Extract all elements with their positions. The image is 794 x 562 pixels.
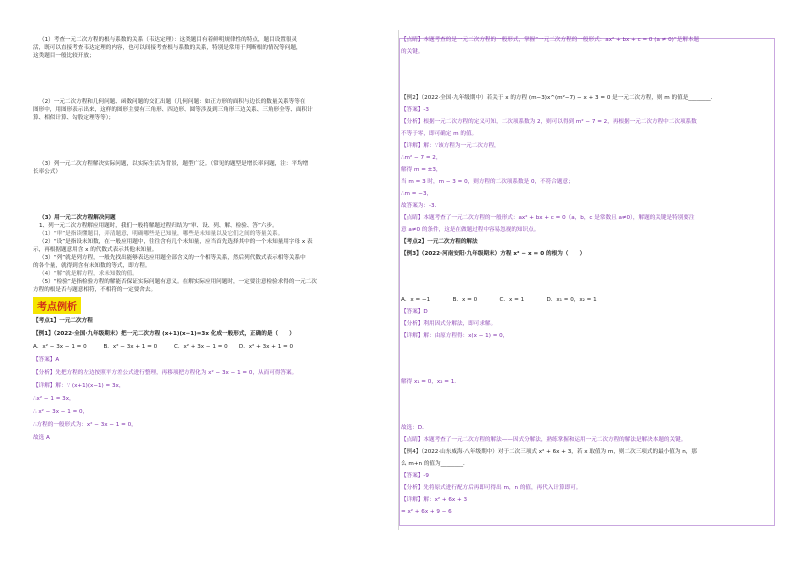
text-line: （3）列一元二次方程解决实际问题，以实际生活为背景，题型广泛。（常见的题型是增长率问题，注：平均增 bbox=[39, 161, 309, 167]
example-line: 【分析】先把方程的左边按照平方差公式进行整理，再移项把方程化为 x² − 3x − 1 = 0，从而可得答案。 bbox=[33, 370, 298, 376]
text-line: 图形中，用图形表示出来，这样的图形主要有三角形、四边形、圆等涉及到三角形三边关系、三角形全等、面积计 bbox=[33, 107, 313, 113]
text-line: （4）“解”就是解方程，求未知数的值。 bbox=[39, 271, 138, 277]
text-line: 的关键。 bbox=[401, 49, 424, 55]
text-line: 【例3】（2022·河南安阳·九年级期末）方程 x² − x = 0 的根为（ ） bbox=[401, 251, 586, 257]
text-line: 【点睛】本题考查的是一元二次方程的一般形式，掌握“一元二次方程的一般形式：ax² + bx + c = 0 (a ≠ 0)”是解本题 bbox=[401, 37, 700, 43]
text-line: （3）“列”就是列方程，一般先找出能够表达应用题全部含义的一个相等关系，然后列代数式表示相等关系中 bbox=[39, 255, 306, 261]
text-line bbox=[401, 274, 771, 280]
text-line: 1、列一元二次方程解应用题时，我们一般将解题过程归结为“审、设、列、解、检验、答”六步。 bbox=[39, 223, 278, 229]
text-line: 意 a≠0 的条件，这是在做题过程中容易忽视的知识点。 bbox=[401, 227, 540, 233]
text-line: 【分析】利用因式分解法，即可求解。 bbox=[401, 321, 497, 327]
text-line bbox=[401, 72, 771, 78]
example-line: 【详解】解：∵ (x+1)(x−1) = 3x， bbox=[33, 383, 125, 389]
text-line: 故选：D． bbox=[401, 425, 428, 431]
left-column bbox=[33, 36, 396, 447]
text-line: 【答案】D bbox=[401, 309, 428, 315]
text-line bbox=[33, 76, 396, 82]
example-line: ∴ x² − 3x − 1 = 0， bbox=[33, 409, 89, 415]
text-line: 【例2】（2022·全国·九年级期中）若关于 x 的方程 (m−3)x^(m²−7) − x + 3 = 0 是一元二次方程，则 m 的值是________． bbox=[401, 95, 717, 101]
text-line: 么 m+n 的值为________． bbox=[401, 461, 469, 467]
text-line: = x² + 6x + 9 − 6 bbox=[401, 509, 452, 515]
text-line: 的各个量，就得到含有未知数的等式，即方程。 bbox=[33, 263, 151, 269]
example-line: 【例1】（2022·全国·九年级期末）把一元二次方程 (x+1)(x−1)=3x 化成一般形式，正确的是（ ） bbox=[33, 331, 295, 337]
text-line bbox=[401, 402, 771, 408]
example-line: ∴x² − 1 = 3x， bbox=[33, 396, 75, 402]
example-line: ∴方程的一般形式为：x² − 3x − 1 = 0， bbox=[33, 422, 137, 428]
text-line: 活，既可以直接考查韦达定理的内容，也可以间接考查根与系数的关系，特别是常用于判断根的情况等问题， bbox=[33, 45, 302, 51]
text-line: 算、相似计算、勾股定理等等）； bbox=[33, 115, 115, 121]
text-line bbox=[401, 356, 771, 362]
text-line: ∴m² − 7 = 2， bbox=[401, 155, 442, 161]
example-line: A．x² − 3x − 1 = 0 B．x² − 3x + 1 = 0 C．x² + 3x − 1 = 0 D．x² + 3x + 1 = 0 bbox=[33, 344, 294, 350]
text-line: （5）“检验”是指检验方程的解能否保证实际问题有意义。在解实际应用问题时，一定要注意检验求得的一元二次 bbox=[39, 279, 317, 285]
text-line: （3）用一元二次方程解决问题 bbox=[39, 215, 116, 221]
text-line: 这类题目一般比较开放； bbox=[33, 53, 95, 59]
text-line: 【例4】（2022·山东威海·八年级期中）对于二次三项式 x² + 6x + 3，若 x 取值为 m，则二次三项式的最小值为 n，那 bbox=[401, 449, 697, 455]
text-line: （1）考查一元二次方程的根与系数的关系（韦达定理）：这类题目有着鲜明规律性的特点，题目设置很灵 bbox=[39, 37, 298, 43]
text-line bbox=[33, 192, 396, 198]
text-line: 解得 m = ±3， bbox=[401, 167, 442, 173]
text-line: （2）一元二次方程和几何问题、函数问题的交汇出题（几何问题：如正方形的面积与边长的数量关系等等在 bbox=[39, 99, 306, 105]
right-column bbox=[401, 36, 771, 520]
section-banner: 考点例析 bbox=[33, 297, 81, 314]
text-line: 方程的根是否与题意相符，不相符的一定要舍去。 bbox=[33, 287, 157, 293]
text-line: 故答案为：-3． bbox=[401, 203, 441, 209]
text-line: 【答案】-9 bbox=[401, 473, 429, 479]
text-line: 【考点2】一元二次方程的解法 bbox=[401, 239, 478, 245]
text-line: 示，再根据题意用含 x 的代数式表示其他未知量。 bbox=[33, 247, 158, 253]
example-line: 【考点1】一元二次方程 bbox=[33, 318, 93, 324]
text-line: A．x = −1 B．x = 0 C．x = 1 D．x₁ = 0，x₂ = 1 bbox=[401, 297, 597, 303]
text-line: 【点睛】本题考查了一元二次方程的解法——因式分解法，熟练掌握和运用一元二次方程的解法是解决本题的关键。 bbox=[401, 437, 687, 443]
text-line: 【分析】先将原式进行配方后再即可得出 m，n 的值，再代入计算即可。 bbox=[401, 485, 582, 491]
text-line: ∴m = −3， bbox=[401, 191, 433, 197]
text-line: 【点睛】本题考查了一元二次方程的一般形式：ax² + bx + c = 0（a，b，c 是常数且 a≠0），解题的关键是特别要注 bbox=[401, 215, 695, 221]
text-line bbox=[33, 138, 396, 144]
text-line: 不等于零，即可确定 m 的值。 bbox=[401, 131, 478, 137]
text-line: 【详解】解：由原方程得：x(x − 1) = 0， bbox=[401, 333, 509, 339]
text-line: 长率公式） bbox=[33, 169, 61, 175]
text-line: 解得 x₁ = 0，x₂ = 1． bbox=[401, 379, 460, 385]
text-line: 【答案】-3 bbox=[401, 107, 429, 113]
text-line: （1）“审”是指读懂题目，弄清题意，明确哪些是已知量，哪些是未知量以及它们之间的等量关系。 bbox=[39, 231, 284, 237]
example-line: 故选 A bbox=[33, 435, 50, 441]
text-line: （2）“设”是指设未知数，在一般应用题中，往往含有几个未知量，应当首先选择其中的一个未知量用字母 x 表 bbox=[39, 239, 313, 245]
text-line: 【分析】根据一元二次方程的定义可知，二次项系数为 2，则可以得到 m² − 7 = 2，再根据一元二次方程中二次项系数 bbox=[401, 119, 697, 125]
text-line: 【详解】解：∵该方程为一元二次方程， bbox=[401, 143, 500, 149]
text-line: 【详解】解：x² + 6x + 3 bbox=[401, 497, 468, 503]
text-line: 当 m = 3 时，m − 3 = 0，则方程的二次项系数是 0，不符合题意； bbox=[401, 179, 574, 185]
example-line: 【答案】A bbox=[33, 357, 60, 363]
